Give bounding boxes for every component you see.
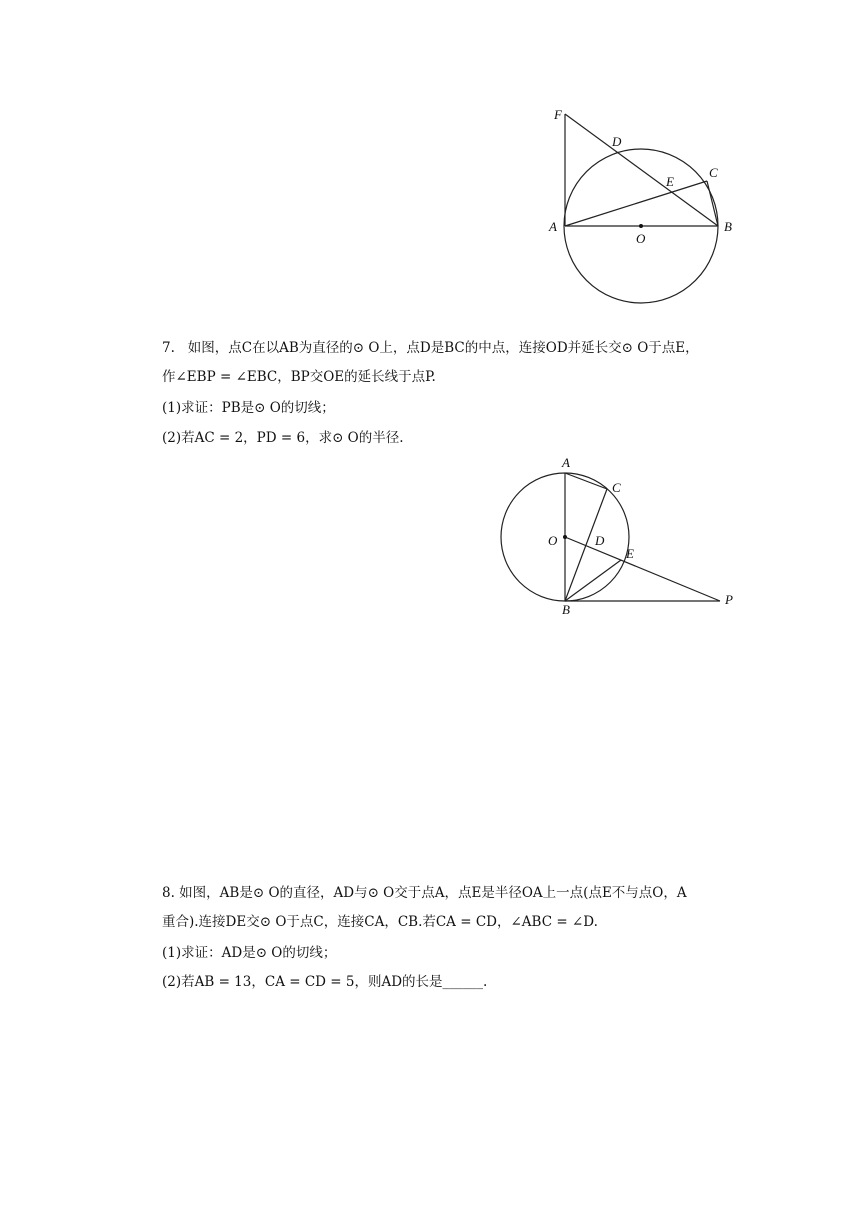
label-d: D (612, 134, 622, 149)
label-o: O (548, 533, 558, 548)
label-c: C (709, 165, 718, 180)
center-dot (639, 224, 643, 228)
q7-line-4: (2)若AC = 2，PD = 6，求⊙ O的半径. (162, 430, 404, 446)
q8-line-3: (1)求证：AD是⊙ O的切线； (162, 945, 337, 961)
label-e: E (626, 546, 634, 561)
label-a: A (549, 219, 557, 234)
q8-line-4: (2)若AB = 13，CA = CD = 5，则AD的长是______. (162, 974, 488, 990)
label-a: A (562, 455, 570, 470)
label-e: E (666, 174, 674, 189)
label-d: D (595, 533, 605, 548)
segment-op (565, 537, 720, 601)
q7-line-3: (1)求证：PB是⊙ O的切线； (162, 400, 335, 416)
label-c: C (612, 480, 621, 495)
segment-ac (565, 181, 707, 226)
label-o: O (636, 231, 646, 246)
label-b: B (724, 219, 732, 234)
label-f: F (554, 107, 562, 122)
q7-line-1: 7. 如图，点C在以AB为直径的⊙ O上，点D是BC的中点，连接OD并延长交⊙ O于点E， (162, 340, 699, 356)
label-p: P (725, 592, 733, 607)
figure-1-svg (540, 100, 750, 315)
segment-ac (565, 473, 607, 489)
q8-line-1: 8. 如图，AB是⊙ O的直径，AD与⊙ O交于点A，点E是半径OA上一点(点E不与点O，A (162, 885, 687, 901)
figure-circle-tangent-1 (540, 100, 750, 315)
center-dot (563, 535, 567, 539)
label-b: B (562, 602, 570, 617)
q7-line-2: 作∠EBP = ∠EBC，BP交OE的延长线于点P. (162, 369, 436, 385)
figure-2-svg (490, 450, 745, 620)
figure-circle-tangent-2 (490, 450, 745, 620)
q8-line-2: 重合).连接DE交⊙ O于点C，连接CA，CB.若CA = CD，∠ABC = ∠D. (162, 914, 598, 930)
